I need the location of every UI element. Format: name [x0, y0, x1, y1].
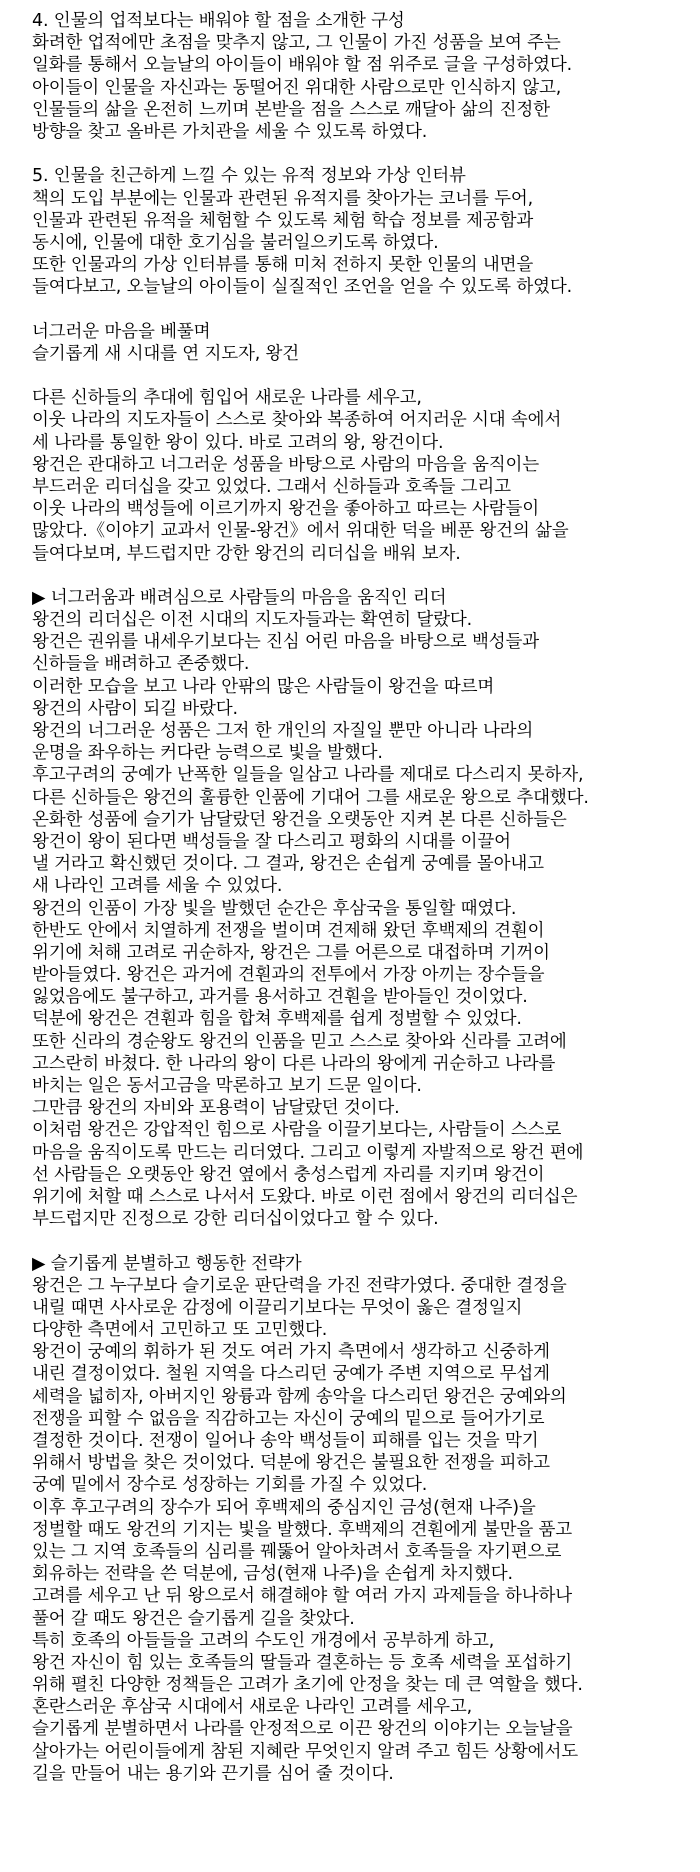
- text-line: 고스란히 바쳤다. 한 나라의 왕이 다른 나라의 왕에게 귀순하고 나라를: [32, 1053, 556, 1074]
- text-line: ▶ 슬기롭게 분별하고 행동한 전략가: [32, 1253, 302, 1274]
- text-line: 선 사람들은 오랫동안 왕건 옆에서 충성스럽게 자리를 지키며 왕건이: [32, 1164, 545, 1185]
- text-line: 다른 신하들의 추대에 힘입어 새로운 나라를 세우고,: [32, 388, 422, 409]
- text-line: 인물과 관련된 유적을 체험할 수 있도록 체험 학습 정보를 제공함과: [32, 210, 534, 231]
- text-line: 받아들였다. 왕건은 과거에 견훤과의 전투에서 가장 아끼는 장수들을: [32, 965, 545, 986]
- text-line: 낼 거라고 확신했던 것이다. 그 결과, 왕건은 손쉽게 궁예를 몰아내고: [32, 854, 544, 875]
- paragraph: [32, 1253, 698, 1786]
- text-line: 4. 인물의 업적보다는 배워야 할 점을 소개한 구성: [32, 11, 405, 31]
- text-line: 풀어 갈 때도 왕건은 슬기롭게 길을 찾았다.: [32, 1608, 355, 1629]
- text-line: 온화한 성품에 슬기가 남달랐던 왕건을 오랫동안 지켜 본 다른 신하들은: [32, 809, 567, 830]
- text-line: 인물들의 삶을 온전히 느끼며 본받을 점을 스스로 깨달아 삶의 진정한: [32, 99, 550, 120]
- text-line: 이후 후고구려의 장수가 되어 후백제의 중심지인 금성(현재 나주)을: [32, 1497, 536, 1518]
- text-line: 들여다보며, 부드럽지만 강한 왕건의 리더십을 배워 보자.: [32, 543, 461, 564]
- paragraph-gap: [32, 298, 698, 320]
- text-line: 내린 결정이었다. 철원 지역을 다스리던 궁예가 주변 지역으로 무섭게: [32, 1364, 550, 1385]
- text-line: 정벌할 때도 왕건의 기지는 빛을 발했다. 후백제의 견훤에게 불만을 품고: [32, 1519, 573, 1540]
- paragraph-gap: [32, 565, 698, 587]
- paragraph: [32, 387, 698, 565]
- text-line: 위기에 처할 때 스스로 나서서 도왔다. 바로 이런 점에서 왕건의 리더십은: [32, 1186, 578, 1207]
- text-line: 바치는 일은 동서고금을 막론하고 보기 드문 일이다.: [32, 1076, 422, 1096]
- text-line: 왕건의 너그러운 성품은 그저 한 개인의 자질일 뿐만 아니라 나라의: [32, 721, 534, 741]
- text-line: ▶ 너그러움과 배려심으로 사람들의 마음을 움직인 리더: [32, 587, 447, 608]
- text-line: 왕건의 사람이 되길 바랐다.: [32, 698, 238, 719]
- text-line: 5. 인물을 친근하게 느낄 수 있는 유적 정보와 가상 인터뷰: [32, 166, 466, 187]
- text-line: 다른 신하들은 왕건의 훌륭한 인품에 기대어 그를 새로운 왕으로 추대했다.: [32, 787, 589, 808]
- text-line: 슬기롭게 새 시대를 연 지도자, 왕건: [32, 343, 300, 364]
- text-line: 왕건의 리더십은 이전 시대의 지도자들과는 확연히 달랐다.: [32, 610, 473, 631]
- text-line: 위기에 처해 고려로 귀순하자, 왕건은 그를 어른으로 대접하며 기꺼이: [32, 942, 550, 963]
- text-line: 또한 인물과의 가상 인터뷰를 통해 미처 전하지 못한 인물의 내면을: [32, 255, 534, 276]
- text-line: 이웃 나라의 지도자들이 스스로 찾아와 복종하여 어지러운 시대 속에서: [32, 410, 562, 431]
- text-line: 특히 호족의 아들들을 고려의 수도인 개경에서 공부하게 하고,: [32, 1630, 495, 1651]
- text-line: 결정한 것이다. 전쟁이 일어나 송악 백성들이 피해를 입는 것을 막기: [32, 1431, 539, 1451]
- text-line: 이처럼 왕건은 강압적인 힘으로 사람을 이끌기보다는, 사람들이 스스로: [32, 1120, 562, 1141]
- text-line: 동시에, 인물에 대한 호기심을 불러일으키도록 하였다.: [32, 232, 439, 253]
- text-line: 화려한 업적에만 초점을 맞추지 않고, 그 인물이 가진 성품을 보여 주는: [32, 33, 561, 54]
- text-line: 위해서 방법을 찾은 것이었다. 덕분에 왕건은 불필요한 전쟁을 피하고: [32, 1453, 550, 1474]
- text-line: 살아가는 어린이들에게 참된 지혜란 무엇인지 알려 주고 힘든 상황에서도: [32, 1741, 578, 1762]
- text-line: 혼란스러운 후삼국 시대에서 새로운 나라인 고려를 세우고,: [32, 1697, 473, 1718]
- text-line: 왕건은 그 누구보다 슬기로운 판단력을 가진 전략가였다. 중대한 결정을: [32, 1275, 567, 1296]
- text-line: 있는 그 지역 호족들의 심리를 꿰뚫어 알아차려서 호족들을 자기편으로: [32, 1541, 562, 1562]
- text-line: 부드럽지만 진정으로 강한 리더십이었다고 할 수 있다.: [32, 1209, 439, 1230]
- text-line: 슬기롭게 분별하면서 나라를 안정적으로 이끈 왕건의 이야기는 오늘날을: [32, 1719, 573, 1740]
- text-line: 내릴 때면 사사로운 감정에 이끌리기보다는 무엇이 옳은 결정일지: [32, 1297, 523, 1318]
- paragraph: [32, 10, 698, 143]
- paragraph: [32, 165, 698, 298]
- text-line: 왕건이 궁예의 휘하가 된 것도 여러 가지 측면에서 생각하고 신중하게: [32, 1342, 550, 1363]
- text-line: 위해 펼친 다양한 정책들은 고려가 초기에 안정을 찾는 데 큰 역할을 했다.: [32, 1675, 583, 1696]
- document-body: [32, 10, 698, 1785]
- paragraph-gap: [32, 1230, 698, 1252]
- text-line: 길을 만들어 내는 용기와 끈기를 심어 줄 것이다.: [32, 1763, 394, 1784]
- text-line: 세력을 넓히자, 아버지인 왕륭과 함께 송악을 다스리던 왕건은 궁예와의: [32, 1386, 567, 1407]
- text-line: 잃었음에도 불구하고, 과거를 용서하고 견훤을 받아들인 것이었다.: [32, 987, 528, 1008]
- text-line: 너그러운 마음을 베풀며: [32, 321, 211, 342]
- text-line: 회유하는 전략을 쓴 덕분에, 금성(현재 나주)을 손쉽게 차지했다.: [32, 1564, 513, 1585]
- text-line: 덕분에 왕건은 견훤과 힘을 합쳐 후백제를 쉽게 정벌할 수 있었다.: [32, 1009, 522, 1030]
- text-line: 마음을 움직이도록 만드는 리더였다. 그리고 이렇게 자발적으로 왕건 편에: [32, 1142, 584, 1163]
- text-line: 왕건의 인품이 가장 빛을 발했던 순간은 후삼국을 통일할 때였다.: [32, 898, 517, 919]
- text-line: 부드러운 리더십을 갖고 있었다. 그래서 신하들과 호족들 그리고: [32, 476, 511, 497]
- text-line: 새 나라인 고려를 세울 수 있었다.: [32, 876, 283, 897]
- text-line: 왕건은 권위를 내세우기보다는 진심 어린 마음을 바탕으로 백성들과: [32, 632, 540, 653]
- text-line: 그만큼 왕건의 자비와 포용력이 남달랐던 것이다.: [32, 1098, 400, 1119]
- paragraph-gap: [32, 143, 698, 165]
- text-line: 방향을 찾고 올바른 가치관을 세울 수 있도록 하였다.: [32, 121, 428, 142]
- paragraph: [32, 321, 698, 365]
- text-line: 한반도 안에서 치열하게 전쟁을 벌이며 견제해 왔던 후백제의 견훤이: [32, 920, 545, 941]
- text-line: 아이들이 인물을 자신과는 동떨어진 위대한 사람으로만 인식하지 않고,: [32, 77, 562, 98]
- text-line: 전쟁을 피할 수 없음을 직감하고는 자신이 궁예의 밑으로 들어가기로: [32, 1408, 545, 1429]
- text-line: 고려를 세우고 난 뒤 왕으로서 해결해야 할 여러 가지 과제들을 하나하나: [32, 1586, 573, 1607]
- text-line: 이러한 모습을 보고 나라 안팎의 많은 사람들이 왕건을 따르며: [32, 676, 495, 697]
- text-line: 일화를 통해서 오늘날의 아이들이 배워야 할 점 위주로 글을 구성하였다.: [32, 55, 573, 76]
- text-line: 다양한 측면에서 고민하고 또 고민했다.: [32, 1320, 328, 1341]
- text-line: 이웃 나라의 백성들에 이르기까지 왕건을 좋아하고 따르는 사람들이: [32, 499, 540, 520]
- text-line: 책의 도입 부분에는 인물과 관련된 유적지를 찾아가는 코너를 두어,: [32, 188, 534, 209]
- text-line: 왕건 자신이 힘 있는 호족들의 딸들과 결혼하는 등 호족 세력을 포섭하기: [32, 1652, 573, 1673]
- paragraph-gap: [32, 365, 698, 387]
- text-line: 또한 신라의 경순왕도 왕건의 인품을 믿고 스스로 찾아와 신라를 고려에: [32, 1031, 567, 1052]
- text-line: 궁예 밑에서 장수로 성장하는 기회를 가질 수 있었다.: [32, 1475, 428, 1496]
- text-line: 신하들을 배려하고 존중했다.: [32, 654, 250, 675]
- text-line: 왕건이 왕이 된다면 백성들을 잘 다스리고 평화의 시대를 이끌어: [32, 831, 511, 852]
- paragraph: [32, 587, 698, 1230]
- text-line: 많았다.《이야기 교과서 인물-왕건》에서 위대한 덕을 베푼 왕건의 삶을: [32, 521, 569, 542]
- text-line: 운명을 좌우하는 커다란 능력으로 빛을 발했다.: [32, 743, 383, 764]
- text-line: 세 나라를 통일한 왕이 있다. 바로 고려의 왕, 왕건이다.: [32, 432, 444, 453]
- text-line: 들여다보고, 오늘날의 아이들이 실질적인 조언을 얻을 수 있도록 하였다.: [32, 277, 573, 298]
- text-line: 후고구려의 궁예가 난폭한 일들을 일삼고 나라를 제대로 다스리지 못하자,: [32, 765, 584, 786]
- text-line: 왕건은 관대하고 너그러운 성품을 바탕으로 사람의 마음을 움직이는: [32, 454, 540, 475]
